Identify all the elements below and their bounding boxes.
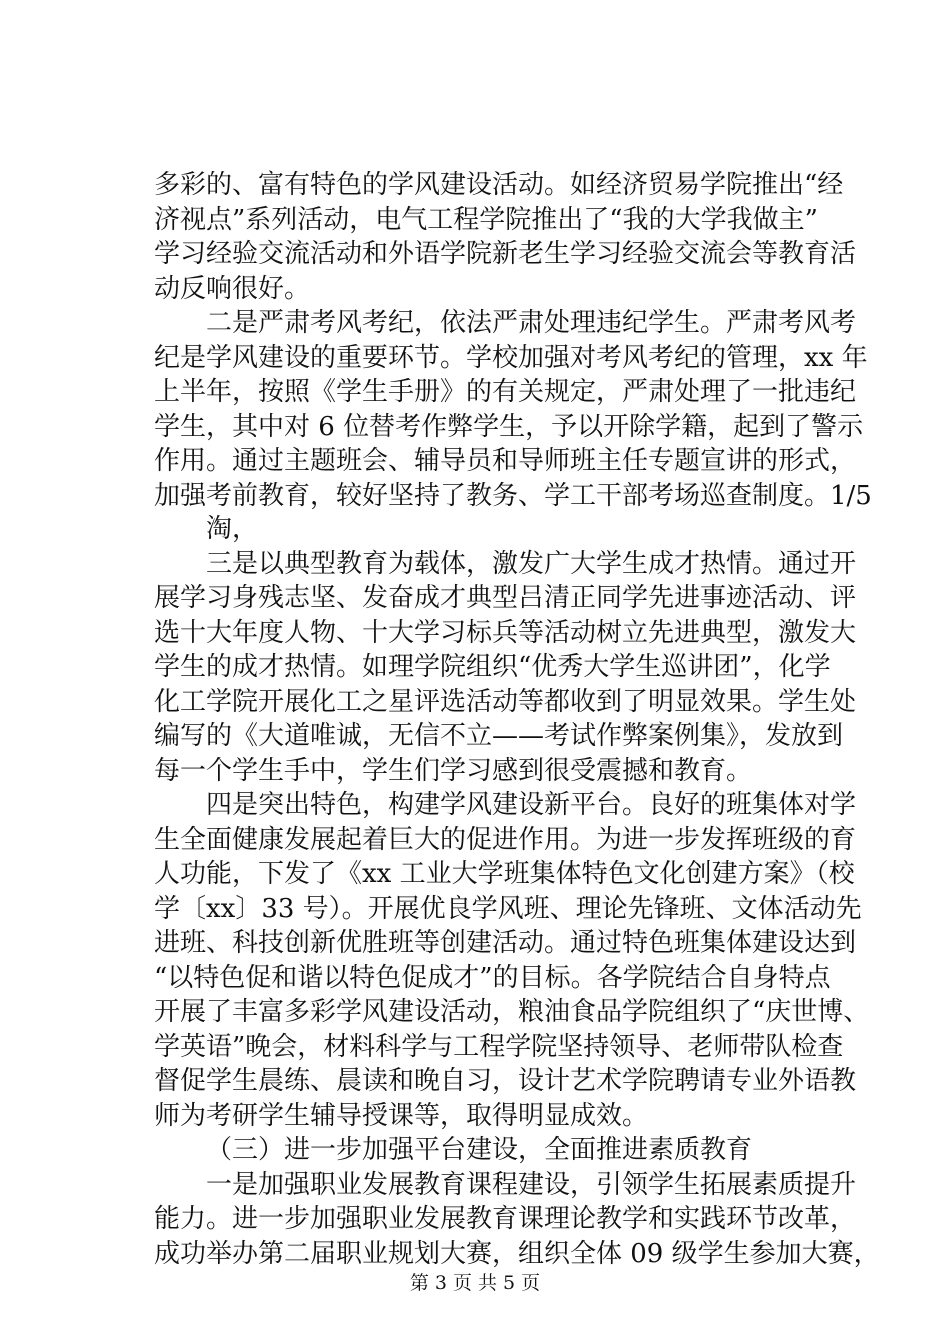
text-line: 每一个学生手中，学生们学习感到很受震撼和教育。	[154, 755, 753, 786]
text-line: 作用。通过主题班会、辅导员和导师班主任专题宣讲的形式，	[154, 446, 857, 476]
text-line: “以特色促和谐以特色促成才”的目标。各学院结合自身特点	[154, 962, 831, 993]
paragraph-start-line: 四是突出特色，构建学风建设新平台。良好的班集体对学	[206, 790, 857, 820]
text-line: 淘，	[206, 514, 259, 544]
text-line: 人功能，下发了《xx 工业大学班集体特色文化创建方案》（校	[154, 859, 855, 889]
text-line: 选十大年度人物、十大学习标兵等活动树立先进典型，激发大	[154, 617, 857, 648]
text-line: 学生，其中对 6 位替考作弊学生，予以开除学籍，起到了警示	[154, 411, 864, 442]
text-line: 学〔xx〕33 号）。开展优良学风班、理论先锋班、文体活动先	[154, 893, 862, 924]
text-line: 多彩的、富有特色的学风建设活动。如经济贸易学院推出“经	[154, 170, 844, 200]
text-line: 纪是学风建设的重要环节。学校加强对考风考纪的管理，xx 年	[154, 342, 868, 373]
text-line: 加强考前教育，较好坚持了教务、学工干部考场巡查制度。1/5	[154, 480, 872, 511]
text-line: 展学习身残志坚、发奋成才典型吕清正同学先进事迹活动、评	[154, 583, 857, 613]
text-block-upper	[154, 168, 872, 513]
text-line: 进班、科技创新优胜班等创建活动。通过特色班集体建设达到	[154, 928, 857, 958]
text-line: 动反响很好。	[154, 273, 311, 304]
text-block-lower	[154, 512, 880, 1271]
paragraph-start-line: 一是加强职业发展教育课程建设，引领学生拓展素质提升	[206, 1169, 857, 1200]
text-line: 上半年，按照《学生手册》的有关规定，严肃处理了一批违纪	[154, 377, 857, 407]
text-line: 能力。进一步加强职业发展教育课理论教学和实践环节改革，	[154, 1204, 857, 1234]
paragraph-start-line: 二是严肃考风考纪，依法严肃处理违纪学生。严肃考风考	[206, 308, 857, 338]
text-line: 生全面健康发展起着巨大的促进作用。为进一步发挥班级的育	[154, 824, 857, 855]
text-line: 成功举办第二届职业规划大赛，组织全体 09 级学生参加大赛，	[154, 1238, 880, 1269]
text-line: 学英语”晚会，材料科学与工程学院坚持领导、老师带队检查	[154, 1031, 844, 1062]
text-line: 开展了丰富多彩学风建设活动，粮油食品学院组织了“庆世博、	[154, 997, 870, 1027]
section-heading: （三）进一步加强平台建设，全面推进素质教育	[206, 1135, 753, 1165]
text-line: 化工学院开展化工之星评选活动等都收到了明显效果。学生处	[154, 686, 857, 717]
text-line: 师为考研学生辅导授课等，取得明显成效。	[154, 1100, 649, 1131]
page-footer: 第 3 页 共 5 页	[409, 1272, 541, 1294]
text-line: 编写的《大道唯诚，无信不立——考试作弊案例集》，发放到	[154, 721, 844, 751]
paragraph-start-line: 三是以典型教育为载体，激发广大学生成才热情。通过开	[206, 548, 857, 579]
text-line: 督促学生晨练、晨读和晚自习，设计艺术学院聘请专业外语教	[154, 1066, 857, 1096]
text-line: 学习经验交流活动和外语学院新老生学习经验交流会等教育活	[154, 239, 857, 269]
text-line: 学生的成才热情。如理学院组织“优秀大学生巡讲团”，化学	[154, 652, 831, 682]
text-line: 济视点”系列活动，电气工程学院推出了“我的大学我做主”	[154, 204, 818, 235]
